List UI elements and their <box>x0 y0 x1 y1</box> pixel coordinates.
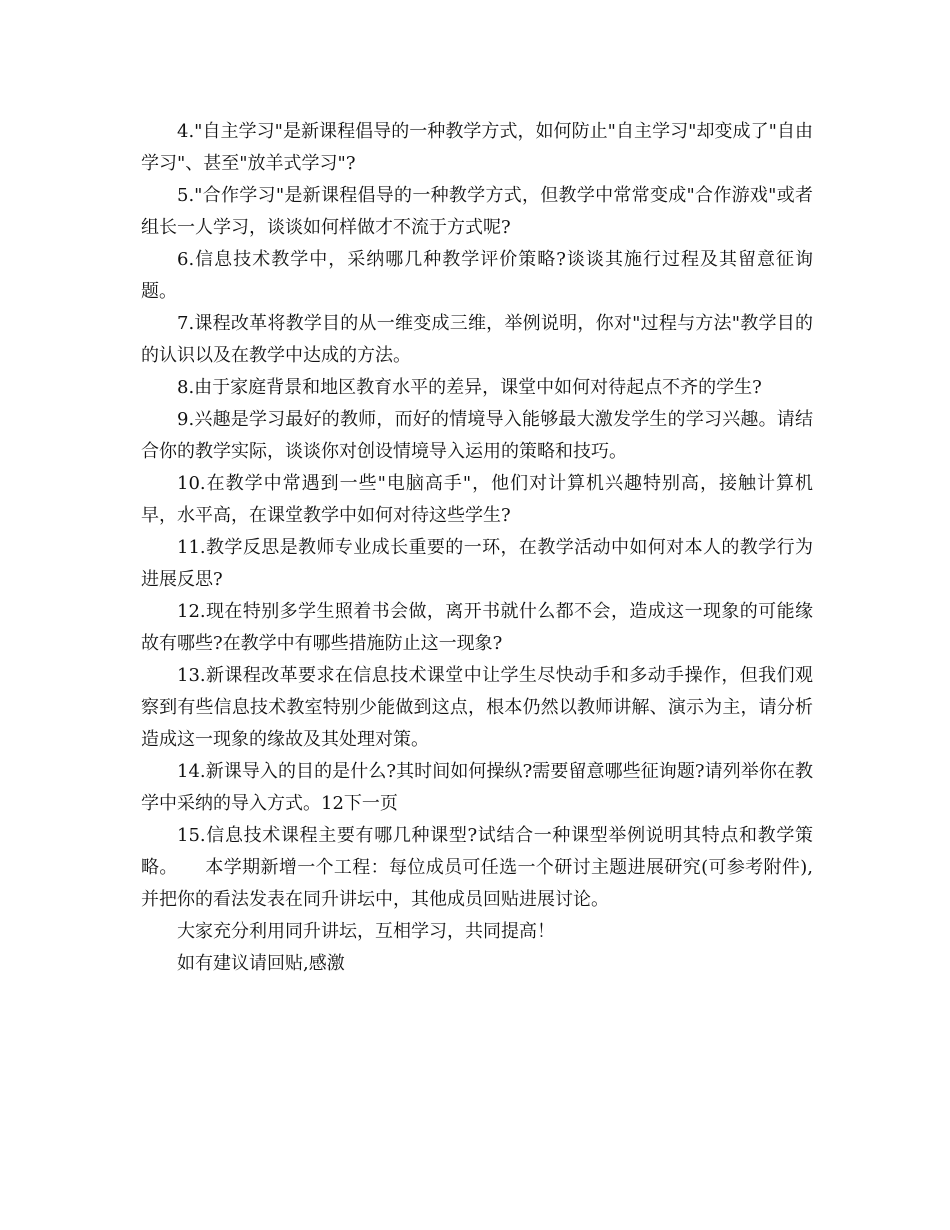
question-8: 8.由于家庭背景和地区教育水平的差异，课堂中如何对待起点不齐的学生? <box>177 377 762 398</box>
question-4: 4."自主学习"是新课程倡导的一种教学方式，如何防止"自主学习"却变成了"自由学习"、甚至"放羊式学习"? <box>141 121 813 174</box>
question-5: 5."合作学习"是新课程倡导的一种教学方式，但教学中常常变成"合作游戏"或者组长一人学习，谈谈如何样做才不流于方式呢? <box>141 185 813 238</box>
question-7: 7.课程改革将教学目的从一维变成三维，举例说明，你对"过程与方法"教学目的的认识以及在教学中达成的方法。 <box>141 313 813 366</box>
question-10: 10.在教学中常遇到一些"电脑高手"，他们对计算机兴趣特别高，接触计算机早，水平高，在课堂教学中如何对待这些学生? <box>141 473 813 526</box>
question-11: 11.教学反思是教师专业成长重要的一环，在教学活动中如何对本人的教学行为进展反思? <box>141 537 813 590</box>
document-body <box>141 116 813 980</box>
closing-request: 如有建议请回贴,感激 <box>177 953 345 974</box>
question-6: 6.信息技术教学中，采纳哪几种教学评价策略?谈谈其施行过程及其留意征询题。 <box>141 249 813 302</box>
question-13: 13.新课程改革要求在信息技术课堂中让学生尽快动手和多动手操作，但我们观察到有些信息技术教室特别少能做到这点，根本仍然以教师讲解、演示为主，请分析造成这一现象的缘故及其处理对策。 <box>141 665 813 750</box>
question-14: 14.新课导入的目的是什么?其时间如何操纵?需要留意哪些征询题?请列举你在教学中采纳的导入方式。12下一页 <box>141 761 813 814</box>
closing-encouragement: 大家充分利用同升讲坛，互相学习，共同提高！ <box>177 921 555 942</box>
question-15: 15.信息技术课程主要有哪几种课型?试结合一种课型举例说明其特点和教学策略。 本学期新增一个工程：每位成员可任选一个研讨主题进展研究(可参考附件),并把你的看法发表在同升讲坛中，其他成员回贴进展讨论。 <box>141 825 813 910</box>
question-9: 9.兴趣是学习最好的教师，而好的情境导入能够最大激发学生的学习兴趣。请结合你的教学实际，谈谈你对创设情境导入运用的策略和技巧。 <box>141 409 813 462</box>
question-12: 12.现在特别多学生照着书会做，离开书就什么都不会，造成这一现象的可能缘故有哪些?在教学中有哪些措施防止这一现象? <box>141 601 813 654</box>
